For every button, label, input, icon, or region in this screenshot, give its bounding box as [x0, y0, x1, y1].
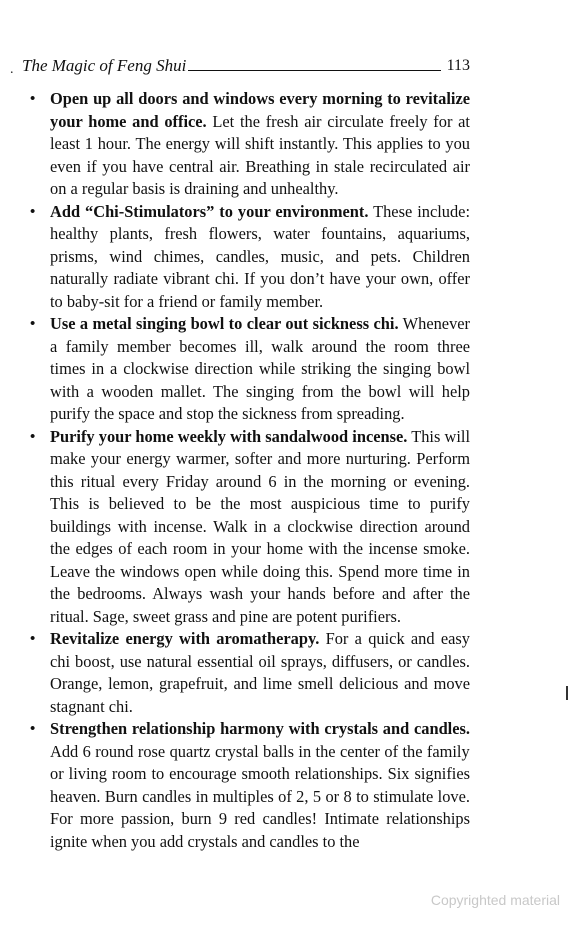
margin-mark — [566, 686, 568, 700]
bullet-body: Let the fresh air circulate freely for at least 1 hour. The energy will shift instantly. This applies to you even if you have central air. Breathing in stale recirculated air on a regular basis is draining and unhealthy. — [50, 111, 470, 198]
header-rule — [188, 70, 440, 71]
running-title: The Magic of Feng Shui — [22, 56, 187, 75]
bullet-lead: Add “Chi-Stimulators” to your environment. — [50, 201, 369, 221]
bullet-text — [50, 88, 470, 201]
bullet-dot: • — [30, 721, 36, 737]
bullet-item — [30, 88, 470, 201]
page-number: 113 — [446, 57, 470, 74]
bullet-text — [50, 718, 470, 853]
bullet-lead: Revitalize energy with aromatherapy. — [50, 629, 320, 648]
bullet-body: For a quick and easy chi boost, use natural essential oil sprays, diffusers, or candles. Orange, lemon, grapefruit, and lime smell delicious and move stagnant chi. — [50, 629, 470, 716]
stray-mark: . — [10, 62, 14, 77]
bullet-item — [30, 426, 470, 629]
bullet-text — [50, 313, 470, 426]
bullet-dot: • — [30, 316, 36, 332]
bullet-lead: Open up all doors and windows every morning to revitalize your home and office. — [50, 89, 470, 131]
running-header — [22, 52, 470, 74]
bullet-text — [50, 426, 470, 629]
bullet-dot: • — [30, 631, 36, 647]
bullet-body: These include: healthy plants, fresh flowers, water fountains, aquariums, prisms, wind chimes, candles, music, and pets. Children naturally radiate vibrant chi. If you don’t have your own, offer to baby-sit for a friend or family member. — [50, 201, 470, 311]
bullet-dot: • — [30, 428, 36, 445]
bullet-item — [30, 313, 470, 426]
bullet-item — [30, 718, 470, 853]
bullet-body: Whenever a family member becomes ill, walk around the room three times in a clockwise direction while striking the singing bowl with a wooden mallet. The singing from the bowl will help purify the space and stop the sickness from spreading. — [50, 314, 470, 423]
bullet-lead: Strengthen relationship harmony with crystals and candles. — [50, 719, 470, 738]
bullet-item — [30, 628, 470, 718]
bullet-dot: • — [30, 203, 36, 220]
bullet-text — [50, 201, 470, 314]
bullet-body: This will make your energy warmer, softer and more nurturing. Perform this ritual every Friday around 6 in the morning or evening. This is believed to be the most auspicious time to purify buildings with incense. Walk in a clockwise direction around the edges of each room in your home with the incense smoke. Leave the windows open while doing this. Spend more time in the bedrooms. Always wash your hands before and after the ritual. Sage, sweet grass and pine are potent purifiers. — [50, 426, 470, 626]
bullet-lead: Use a metal singing bowl to clear out sickness chi. — [50, 314, 399, 333]
bullet-list — [30, 88, 470, 853]
bullet-item — [30, 201, 470, 314]
copyright-watermark: Copyrighted material — [430, 892, 560, 908]
bullet-lead: Purify your home weekly with sandalwood incense. — [50, 426, 408, 446]
bullet-text — [50, 628, 470, 718]
bullet-dot: • — [30, 91, 36, 107]
bullet-body: Add 6 round rose quartz crystal balls in the center of the family or living room to encourage smooth relationships. Six signifies heaven. Burn candles in multiples of 2, 5 or 8 to stimulate love. For more passion, burn 9 red candles! Intimate relationships ignite when you add crystals and candles to the — [50, 741, 470, 851]
